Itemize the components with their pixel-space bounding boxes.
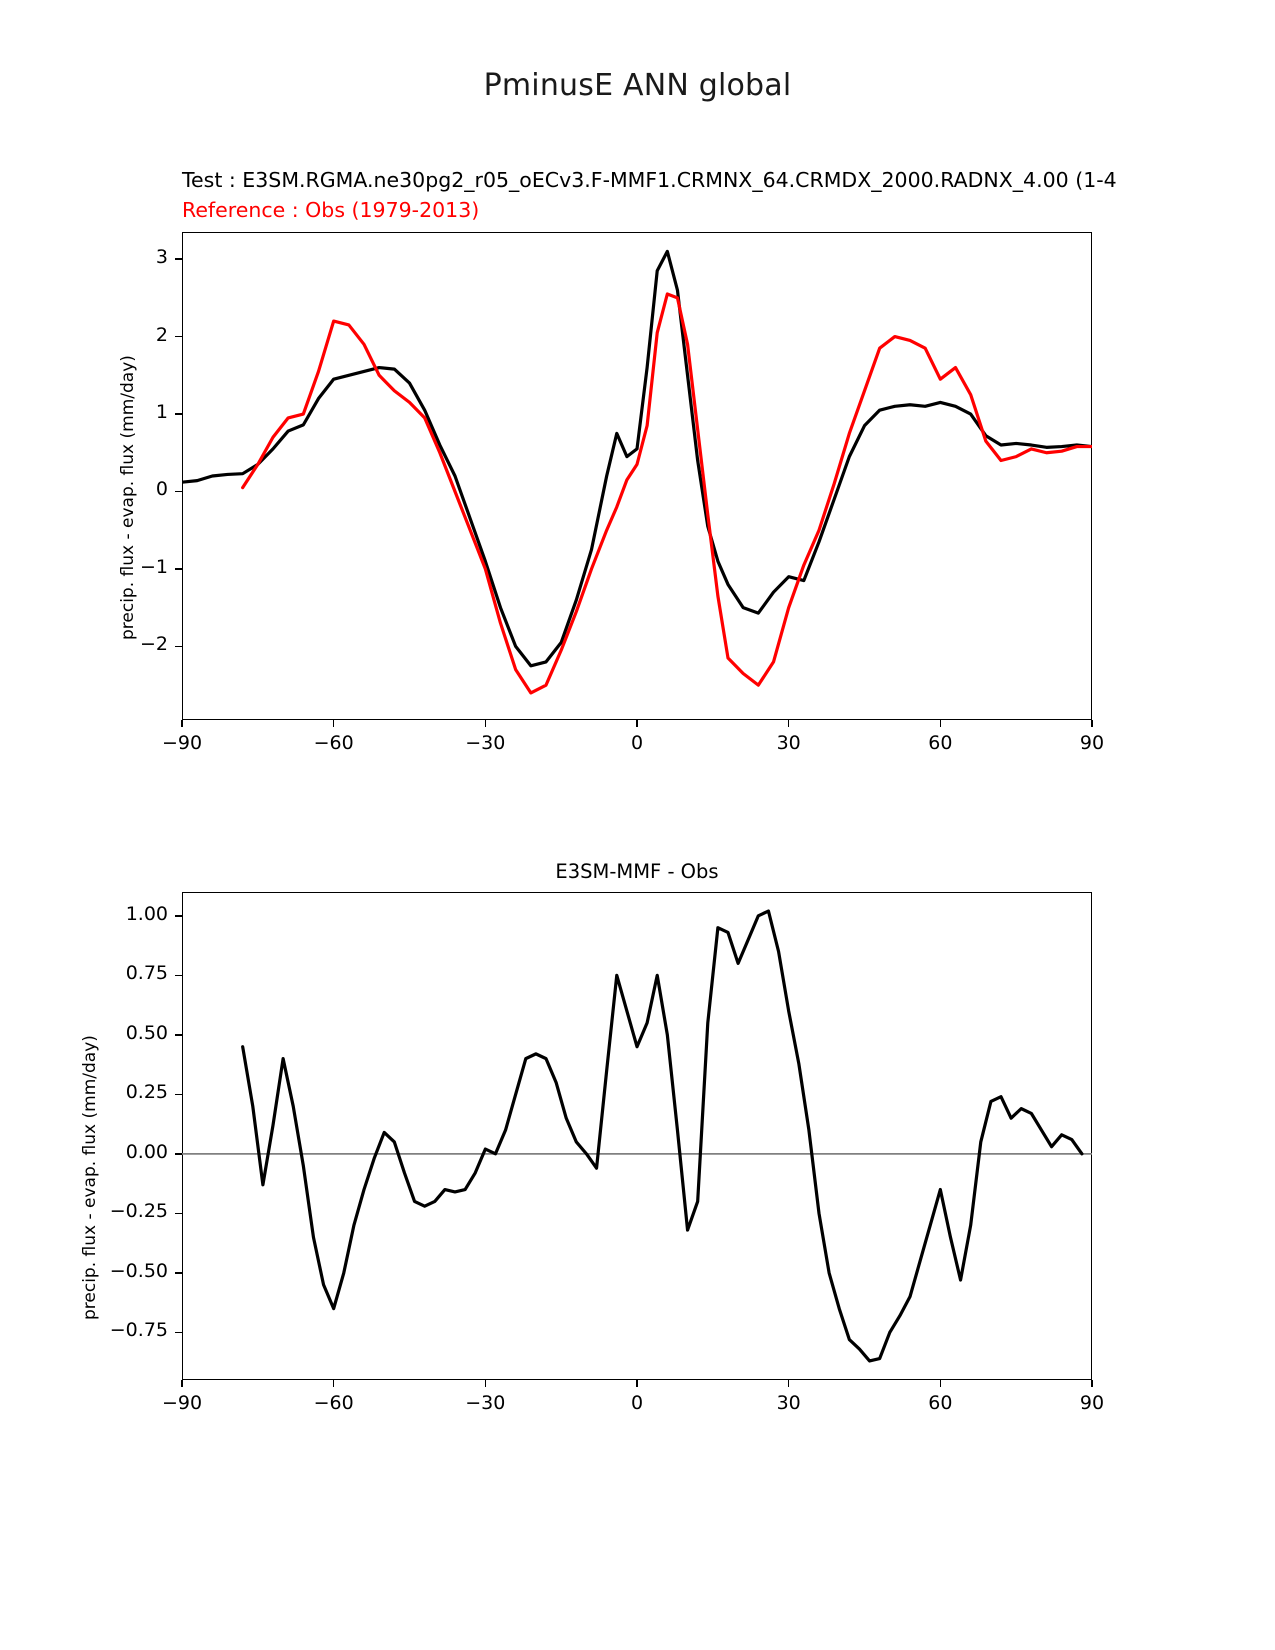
y-tickmark	[175, 1094, 182, 1096]
y-tick-label: 0.00	[125, 1140, 168, 1163]
x-tick-label: −60	[313, 1392, 354, 1414]
reference-dataset-label: Reference : Obs (1979-2013)	[182, 198, 480, 222]
y-tick-label: 1.00	[125, 902, 168, 925]
x-tick-label: −60	[313, 732, 354, 754]
y-tickmark	[175, 1272, 182, 1274]
y-tick-label: −2	[139, 633, 168, 656]
page-title: PminusE ANN global	[483, 68, 792, 103]
y-tickmark	[175, 1213, 182, 1215]
y-tick-label: −0.25	[109, 1200, 168, 1223]
x-tick-label: 90	[1079, 1392, 1105, 1414]
x-tickmark	[333, 1380, 335, 1387]
y-tick-label: −0.75	[109, 1319, 168, 1342]
x-tick-label: 60	[928, 1392, 953, 1414]
x-tickmark	[485, 1380, 487, 1387]
x-tickmark	[940, 1380, 942, 1387]
x-tick-label: 30	[776, 1392, 801, 1414]
y-tick-label: −0.50	[109, 1259, 168, 1282]
y-tick-label: 2	[155, 323, 168, 346]
x-tick-label: −90	[161, 1392, 203, 1414]
y-tickmark	[175, 915, 182, 917]
x-tick-label: 90	[1079, 732, 1105, 754]
y-tick-label: −1	[139, 555, 168, 578]
y-tick-label: 1	[155, 401, 168, 424]
x-tickmark	[788, 1380, 790, 1387]
x-tickmark	[1091, 1380, 1093, 1387]
y-tickmark	[175, 1034, 182, 1036]
x-tick-label: −30	[465, 732, 506, 754]
y-tickmark	[175, 975, 182, 977]
x-tick-label: −90	[161, 732, 203, 754]
y-axis-label-top: precip. flux - evap. flux (mm/day)	[118, 355, 138, 640]
x-tick-label: 60	[928, 732, 953, 754]
test-dataset-label: Test : E3SM.RGMA.ne30pg2_r05_oECv3.F-MMF1.CRMNX_64.CRMDX_2000.RADNX_4.00 (1-4	[182, 168, 1117, 192]
y-tickmark	[175, 1332, 182, 1334]
x-tickmark	[181, 1380, 183, 1387]
x-tick-label: −30	[465, 1392, 506, 1414]
panel-bottom-title: E3SM-MMF - Obs	[555, 860, 719, 883]
x-tickmark	[636, 1380, 638, 1387]
y-tickmark	[175, 1153, 182, 1155]
y-tick-label: 0	[155, 478, 168, 501]
x-tick-label: 30	[776, 732, 801, 754]
x-tick-label: 0	[630, 1392, 644, 1414]
x-tick-label: 0	[630, 732, 644, 754]
y-axis-label-bottom: precip. flux - evap. flux (mm/day)	[80, 1035, 100, 1320]
series-line	[243, 911, 1082, 1361]
y-tick-label: 0.75	[125, 962, 168, 985]
y-tick-label: 3	[155, 246, 168, 269]
y-tick-label: 0.25	[125, 1081, 168, 1104]
y-tick-label: 0.50	[125, 1021, 168, 1044]
